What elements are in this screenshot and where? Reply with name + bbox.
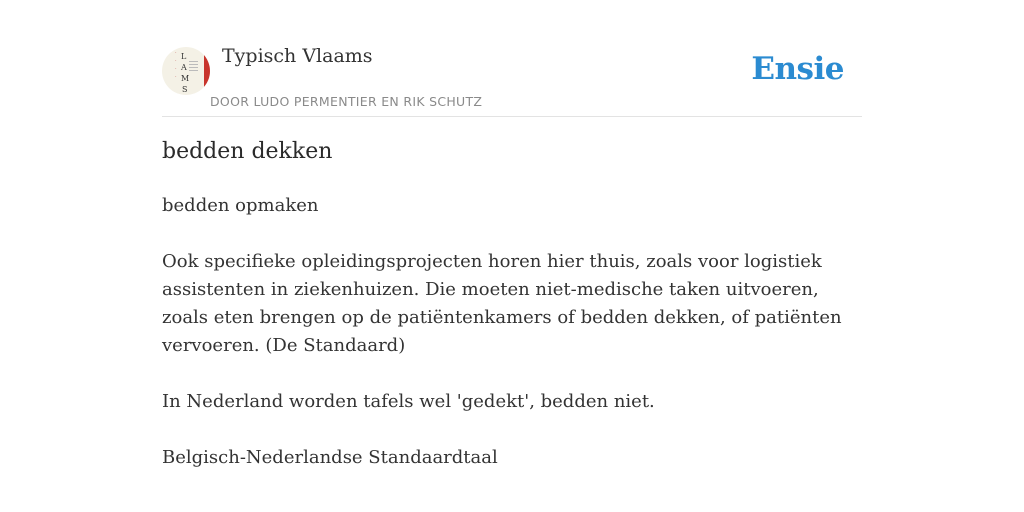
logo-letter: L xyxy=(181,52,187,61)
logo-mark: . xyxy=(175,65,177,71)
entry-category: Belgisch-Nederlandse Standaardtaal xyxy=(162,447,498,468)
entry-note: In Nederland worden tafels wel 'gedekt', bedden niet. xyxy=(162,391,655,412)
entry-card xyxy=(162,0,862,468)
source-authors: DOOR LUDO PERMENTIER EN RIK SCHUTZ xyxy=(210,94,483,109)
logo-letter: A xyxy=(181,63,187,72)
entry-definition: bedden opmaken xyxy=(162,195,319,216)
logo-letter: M xyxy=(181,74,190,83)
logo-line xyxy=(189,67,198,68)
logo-mark: . xyxy=(175,57,177,63)
logo-mark: . xyxy=(175,49,177,55)
entry-example: Ook specifieke opleidingsprojecten horen hier thuis, zoals voor logistiek assistenten in ziekenhuizen. Die moeten niet-medische taken uitvoeren, zoals eten brengen op de patiëntenkamers of bedden dekken, of patiënten vervoeren. (De Standaard) xyxy=(162,251,842,356)
source-title[interactable]: Typisch Vlaams xyxy=(222,45,373,67)
logo-mark: . xyxy=(175,73,177,79)
brand-logo[interactable]: Ensie xyxy=(751,51,844,87)
logo-line xyxy=(189,61,198,62)
logo-line xyxy=(189,64,198,65)
entry-term: bedden dekken xyxy=(162,139,333,164)
logo-line xyxy=(189,70,198,71)
entry-body xyxy=(162,192,862,500)
logo-stripe xyxy=(204,47,210,95)
source-logo[interactable] xyxy=(162,47,210,95)
source-header xyxy=(162,0,862,117)
logo-letter: S xyxy=(182,85,188,94)
